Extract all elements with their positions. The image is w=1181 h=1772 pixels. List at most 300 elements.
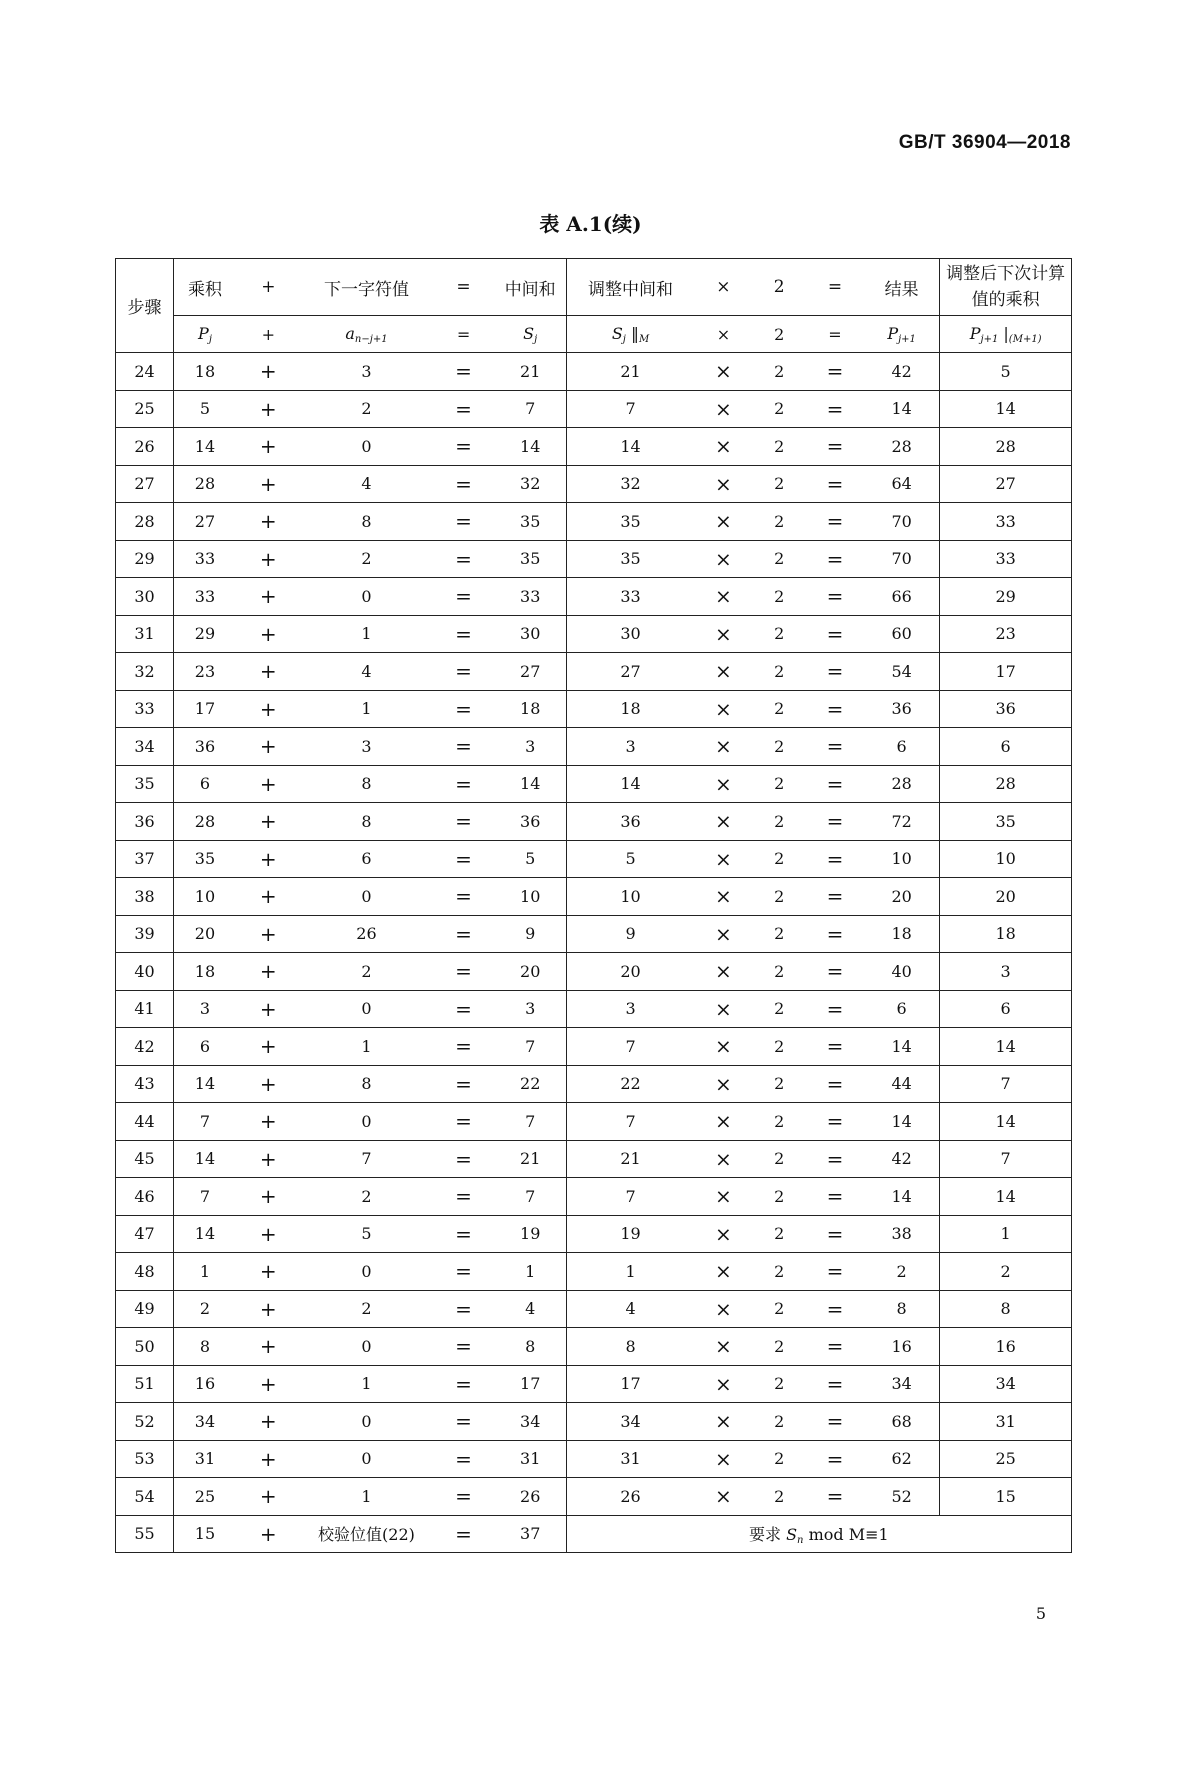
sum-cell: 1: [495, 1253, 566, 1291]
equals-cell: =: [432, 1103, 494, 1141]
next-char-cell: 8: [301, 503, 433, 541]
step-cell: 39: [116, 915, 174, 953]
adjusted-sum-cell: 17: [566, 1365, 694, 1403]
times-cell: ×: [694, 1140, 752, 1178]
sum-cell: 33: [495, 578, 566, 616]
next-product-cell: 8: [940, 1290, 1072, 1328]
symbol-intermediate-sum: $S_j$: [495, 316, 566, 353]
two-cell: 2: [752, 428, 806, 466]
product-cell: 10: [174, 878, 236, 916]
product-cell: 16: [174, 1365, 236, 1403]
standard-code: GB/T 36904—2018: [898, 132, 1071, 153]
two-cell: 2: [752, 1328, 806, 1366]
times-cell: ×: [694, 503, 752, 541]
table-row: [116, 1103, 1072, 1141]
times-cell: ×: [694, 465, 752, 503]
plus-cell: +: [236, 1440, 301, 1478]
sum-cell: 7: [495, 1028, 566, 1066]
equals-cell: =: [806, 1365, 864, 1403]
step-cell: 26: [116, 428, 174, 466]
table-row: [116, 915, 1072, 953]
adjusted-sum-cell: 4: [566, 1290, 694, 1328]
times-cell: ×: [694, 1103, 752, 1141]
equals-cell: =: [806, 540, 864, 578]
product-cell: 27: [174, 503, 236, 541]
sum-cell: 3: [495, 990, 566, 1028]
table-row: [116, 540, 1072, 578]
times-cell: ×: [694, 1028, 752, 1066]
equals-cell: =: [432, 1178, 494, 1216]
plus-cell: +: [236, 1403, 301, 1441]
adjusted-sum-cell: 36: [566, 803, 694, 841]
adjusted-sum-cell: 21: [566, 353, 694, 391]
adjusted-sum-cell: 14: [566, 765, 694, 803]
adjusted-sum-cell: 8: [566, 1328, 694, 1366]
next-product-cell: 29: [940, 578, 1072, 616]
equals-cell: =: [806, 840, 864, 878]
next-product-cell: 17: [940, 653, 1072, 691]
next-product-cell: 2: [940, 1253, 1072, 1291]
next-char-cell: 1: [301, 690, 433, 728]
header-intermediate-sum: 中间和: [495, 259, 566, 316]
product-cell: 23: [174, 653, 236, 691]
plus-cell: +: [236, 990, 301, 1028]
times-cell: ×: [694, 728, 752, 766]
times-cell: ×: [694, 878, 752, 916]
sum-cell: 14: [495, 428, 566, 466]
next-product-cell: 3: [940, 953, 1072, 991]
equals-cell: =: [432, 540, 494, 578]
equals-cell: =: [432, 503, 494, 541]
equals-cell: =: [806, 953, 864, 991]
two-cell: 2: [752, 1028, 806, 1066]
times-cell: ×: [694, 953, 752, 991]
step-cell: 25: [116, 390, 174, 428]
next-char-cell: 0: [301, 1440, 433, 1478]
plus-cell: +: [236, 465, 301, 503]
times-cell: ×: [694, 1178, 752, 1216]
equals-cell: =: [432, 1290, 494, 1328]
two-cell: 2: [752, 690, 806, 728]
equals-cell: =: [432, 990, 494, 1028]
equals-cell: =: [432, 1028, 494, 1066]
symbol-equals-2: =: [806, 316, 864, 353]
header-times: ×: [694, 259, 752, 316]
equals-cell: =: [806, 765, 864, 803]
final-sum: 37: [495, 1515, 566, 1553]
result-cell: 70: [864, 540, 940, 578]
two-cell: 2: [752, 765, 806, 803]
table-row: [116, 840, 1072, 878]
times-cell: ×: [694, 1215, 752, 1253]
equals-cell: =: [806, 615, 864, 653]
plus-cell: +: [236, 1140, 301, 1178]
adjusted-sum-cell: 33: [566, 578, 694, 616]
plus-cell: +: [236, 690, 301, 728]
next-product-cell: 16: [940, 1328, 1072, 1366]
next-product-cell: 18: [940, 915, 1072, 953]
next-char-cell: 2: [301, 953, 433, 991]
step-cell: 33: [116, 690, 174, 728]
result-cell: 14: [864, 1028, 940, 1066]
table-row: [116, 878, 1072, 916]
times-cell: ×: [694, 990, 752, 1028]
result-cell: 10: [864, 840, 940, 878]
next-product-cell: 7: [940, 1065, 1072, 1103]
product-cell: 31: [174, 1440, 236, 1478]
times-cell: ×: [694, 428, 752, 466]
adjusted-sum-cell: 27: [566, 653, 694, 691]
symbol-next-product: $P_{j+1}$ $|_{(M+1)}$: [940, 316, 1072, 353]
header-next-char-value: 下一字符值: [301, 259, 433, 316]
table-row: [116, 1440, 1072, 1478]
next-product-cell: 31: [940, 1403, 1072, 1441]
next-char-cell: 2: [301, 1178, 433, 1216]
plus-cell: +: [236, 503, 301, 541]
step-cell: 52: [116, 1403, 174, 1441]
equals-cell: =: [432, 465, 494, 503]
times-cell: ×: [694, 915, 752, 953]
sum-cell: 14: [495, 765, 566, 803]
result-cell: 60: [864, 615, 940, 653]
header-row-symbols: [116, 316, 1072, 353]
next-char-cell: 1: [301, 1028, 433, 1066]
equals-cell: =: [806, 503, 864, 541]
header-product: 乘积: [174, 259, 236, 316]
result-cell: 66: [864, 578, 940, 616]
two-cell: 2: [752, 390, 806, 428]
two-cell: 2: [752, 1478, 806, 1516]
adjusted-sum-cell: 31: [566, 1440, 694, 1478]
next-char-cell: 0: [301, 1253, 433, 1291]
equals-cell: =: [432, 803, 494, 841]
next-char-cell: 8: [301, 1065, 433, 1103]
next-product-cell: 34: [940, 1365, 1072, 1403]
header-result: 结果: [864, 259, 940, 316]
plus-cell: +: [236, 1215, 301, 1253]
two-cell: 2: [752, 840, 806, 878]
step-cell: 48: [116, 1253, 174, 1291]
table-row: [116, 503, 1072, 541]
adjusted-sum-cell: 3: [566, 728, 694, 766]
step-cell: 44: [116, 1103, 174, 1141]
times-cell: ×: [694, 353, 752, 391]
result-cell: 6: [864, 728, 940, 766]
equals-cell: =: [806, 653, 864, 691]
equals-cell: =: [432, 1253, 494, 1291]
sum-cell: 8: [495, 1328, 566, 1366]
result-cell: 62: [864, 1440, 940, 1478]
table-body: [116, 353, 1072, 1516]
sum-cell: 4: [495, 1290, 566, 1328]
product-cell: 36: [174, 728, 236, 766]
step-cell: 50: [116, 1328, 174, 1366]
product-cell: 29: [174, 615, 236, 653]
result-cell: 36: [864, 690, 940, 728]
result-cell: 68: [864, 1403, 940, 1441]
next-product-cell: 28: [940, 765, 1072, 803]
table-row: [116, 1253, 1072, 1291]
step-cell: 29: [116, 540, 174, 578]
sum-cell: 10: [495, 878, 566, 916]
two-cell: 2: [752, 915, 806, 953]
step-cell: 41: [116, 990, 174, 1028]
equals-cell: =: [432, 353, 494, 391]
next-product-cell: 6: [940, 990, 1072, 1028]
product-cell: 1: [174, 1253, 236, 1291]
two-cell: 2: [752, 1365, 806, 1403]
equals-cell: =: [806, 1103, 864, 1141]
symbol-result: $P_{j+1}$: [864, 316, 940, 353]
final-check-digit: 校验位值(22): [301, 1515, 433, 1553]
times-cell: ×: [694, 615, 752, 653]
times-cell: ×: [694, 1478, 752, 1516]
adjusted-sum-cell: 30: [566, 615, 694, 653]
sum-cell: 3: [495, 728, 566, 766]
next-char-cell: 2: [301, 540, 433, 578]
sum-cell: 5: [495, 840, 566, 878]
result-cell: 42: [864, 1140, 940, 1178]
equals-cell: =: [806, 465, 864, 503]
equals-cell: =: [806, 1328, 864, 1366]
equals-cell: =: [806, 1028, 864, 1066]
sum-cell: 36: [495, 803, 566, 841]
result-cell: 16: [864, 1328, 940, 1366]
equals-cell: =: [806, 1478, 864, 1516]
next-product-cell: 14: [940, 390, 1072, 428]
adjusted-sum-cell: 10: [566, 878, 694, 916]
adjusted-sum-cell: 20: [566, 953, 694, 991]
adjusted-sum-cell: 32: [566, 465, 694, 503]
times-cell: ×: [694, 765, 752, 803]
equals-cell: =: [432, 1403, 494, 1441]
times-cell: ×: [694, 578, 752, 616]
plus-cell: +: [236, 1253, 301, 1291]
result-cell: 34: [864, 1365, 940, 1403]
equals-cell: =: [432, 1440, 494, 1478]
times-cell: ×: [694, 1253, 752, 1291]
two-cell: 2: [752, 503, 806, 541]
next-char-cell: 0: [301, 990, 433, 1028]
header-equals: =: [432, 259, 494, 316]
equals-cell: =: [806, 1215, 864, 1253]
table-row: [116, 1365, 1072, 1403]
adjusted-sum-cell: 34: [566, 1403, 694, 1441]
sum-cell: 19: [495, 1215, 566, 1253]
table-row: [116, 1065, 1072, 1103]
sum-cell: 35: [495, 540, 566, 578]
two-cell: 2: [752, 990, 806, 1028]
table-row: [116, 1215, 1072, 1253]
result-cell: 42: [864, 353, 940, 391]
symbol-next-char: $a_{n-j+1}$: [301, 316, 433, 353]
final-row: [116, 1515, 1072, 1553]
adjusted-sum-cell: 1: [566, 1253, 694, 1291]
next-char-cell: 4: [301, 653, 433, 691]
step-cell: 37: [116, 840, 174, 878]
product-cell: 20: [174, 915, 236, 953]
result-cell: 14: [864, 1178, 940, 1216]
product-cell: 35: [174, 840, 236, 878]
sum-cell: 31: [495, 1440, 566, 1478]
equals-cell: =: [806, 578, 864, 616]
times-cell: ×: [694, 1328, 752, 1366]
plus-cell: +: [236, 1290, 301, 1328]
two-cell: 2: [752, 1215, 806, 1253]
product-cell: 2: [174, 1290, 236, 1328]
symbol-product: $P_j$: [174, 316, 236, 353]
equals-cell: =: [806, 915, 864, 953]
times-cell: ×: [694, 390, 752, 428]
step-cell: 54: [116, 1478, 174, 1516]
table-row: [116, 1328, 1072, 1366]
product-cell: 17: [174, 690, 236, 728]
sum-cell: 34: [495, 1403, 566, 1441]
next-char-cell: 2: [301, 1290, 433, 1328]
table-row: [116, 953, 1072, 991]
page-number: 5: [1035, 1604, 1046, 1623]
step-cell: 27: [116, 465, 174, 503]
next-product-cell: 33: [940, 540, 1072, 578]
next-product-cell: 10: [940, 840, 1072, 878]
result-cell: 28: [864, 765, 940, 803]
sum-cell: 18: [495, 690, 566, 728]
equals-cell: =: [806, 803, 864, 841]
equals-cell: =: [432, 653, 494, 691]
step-cell: 40: [116, 953, 174, 991]
product-cell: 14: [174, 428, 236, 466]
next-product-cell: 27: [940, 465, 1072, 503]
header-equals-2: =: [806, 259, 864, 316]
adjusted-sum-cell: 7: [566, 1103, 694, 1141]
times-cell: ×: [694, 803, 752, 841]
two-cell: 2: [752, 540, 806, 578]
sum-cell: 35: [495, 503, 566, 541]
next-char-cell: 8: [301, 803, 433, 841]
table-title: 表 A.1(续): [539, 212, 642, 236]
step-cell: 31: [116, 615, 174, 653]
equals-cell: =: [432, 1215, 494, 1253]
two-cell: 2: [752, 653, 806, 691]
two-cell: 2: [752, 803, 806, 841]
adjusted-sum-cell: 9: [566, 915, 694, 953]
plus-cell: +: [236, 915, 301, 953]
product-cell: 28: [174, 465, 236, 503]
step-cell: 35: [116, 765, 174, 803]
step-cell: 45: [116, 1140, 174, 1178]
two-cell: 2: [752, 1290, 806, 1328]
equals-cell: =: [806, 1065, 864, 1103]
plus-cell: +: [236, 1365, 301, 1403]
next-product-cell: 33: [940, 503, 1072, 541]
two-cell: 2: [752, 1065, 806, 1103]
table-row: [116, 765, 1072, 803]
two-cell: 2: [752, 1140, 806, 1178]
sum-cell: 30: [495, 615, 566, 653]
equals-cell: =: [806, 1178, 864, 1216]
plus-cell: +: [236, 1478, 301, 1516]
sum-cell: 7: [495, 1103, 566, 1141]
equals-cell: =: [432, 1328, 494, 1366]
times-cell: ×: [694, 1065, 752, 1103]
adjusted-sum-cell: 7: [566, 390, 694, 428]
equals-cell: =: [806, 1290, 864, 1328]
adjusted-sum-cell: 35: [566, 540, 694, 578]
table-row: [116, 1478, 1072, 1516]
header-next-product: 调整后下次计算值的乘积: [940, 259, 1072, 316]
next-char-cell: 0: [301, 578, 433, 616]
table-row: [116, 1403, 1072, 1441]
next-char-cell: 1: [301, 1478, 433, 1516]
equals-cell: =: [432, 1140, 494, 1178]
sum-cell: 27: [495, 653, 566, 691]
product-cell: 7: [174, 1178, 236, 1216]
sum-cell: 21: [495, 353, 566, 391]
adjusted-sum-cell: 35: [566, 503, 694, 541]
product-cell: 3: [174, 990, 236, 1028]
sum-cell: 22: [495, 1065, 566, 1103]
step-cell: 30: [116, 578, 174, 616]
table-row: [116, 803, 1072, 841]
next-char-cell: 0: [301, 1403, 433, 1441]
two-cell: 2: [752, 465, 806, 503]
equals-cell: =: [432, 578, 494, 616]
result-cell: 14: [864, 390, 940, 428]
equals-cell: =: [806, 1140, 864, 1178]
plus-cell: +: [236, 765, 301, 803]
plus-cell: +: [236, 353, 301, 391]
sum-cell: 26: [495, 1478, 566, 1516]
result-cell: 18: [864, 915, 940, 953]
adjusted-sum-cell: 7: [566, 1028, 694, 1066]
final-plus: +: [236, 1515, 301, 1553]
equals-cell: =: [432, 690, 494, 728]
equals-cell: =: [806, 1253, 864, 1291]
next-char-cell: 0: [301, 878, 433, 916]
two-cell: 2: [752, 878, 806, 916]
header-row-labels: [116, 259, 1072, 316]
table-row: [116, 615, 1072, 653]
table-row: [116, 578, 1072, 616]
sum-cell: 17: [495, 1365, 566, 1403]
plus-cell: +: [236, 1065, 301, 1103]
next-char-cell: 7: [301, 1140, 433, 1178]
table-row: [116, 1290, 1072, 1328]
plus-cell: +: [236, 1178, 301, 1216]
next-product-cell: 28: [940, 428, 1072, 466]
sum-cell: 32: [495, 465, 566, 503]
times-cell: ×: [694, 1403, 752, 1441]
product-cell: 14: [174, 1215, 236, 1253]
plus-cell: +: [236, 728, 301, 766]
result-cell: 70: [864, 503, 940, 541]
next-product-cell: 23: [940, 615, 1072, 653]
step-cell: 51: [116, 1365, 174, 1403]
plus-cell: +: [236, 390, 301, 428]
table-row: [116, 465, 1072, 503]
equals-cell: =: [432, 1478, 494, 1516]
product-cell: 28: [174, 803, 236, 841]
equals-cell: =: [432, 615, 494, 653]
next-product-cell: 25: [940, 1440, 1072, 1478]
adjusted-sum-cell: 14: [566, 428, 694, 466]
next-char-cell: 26: [301, 915, 433, 953]
symbol-adjusted-sum: $S_j$ $‖_M$: [566, 316, 694, 353]
next-product-cell: 5: [940, 353, 1072, 391]
two-cell: 2: [752, 578, 806, 616]
next-char-cell: 0: [301, 428, 433, 466]
step-cell: 43: [116, 1065, 174, 1103]
